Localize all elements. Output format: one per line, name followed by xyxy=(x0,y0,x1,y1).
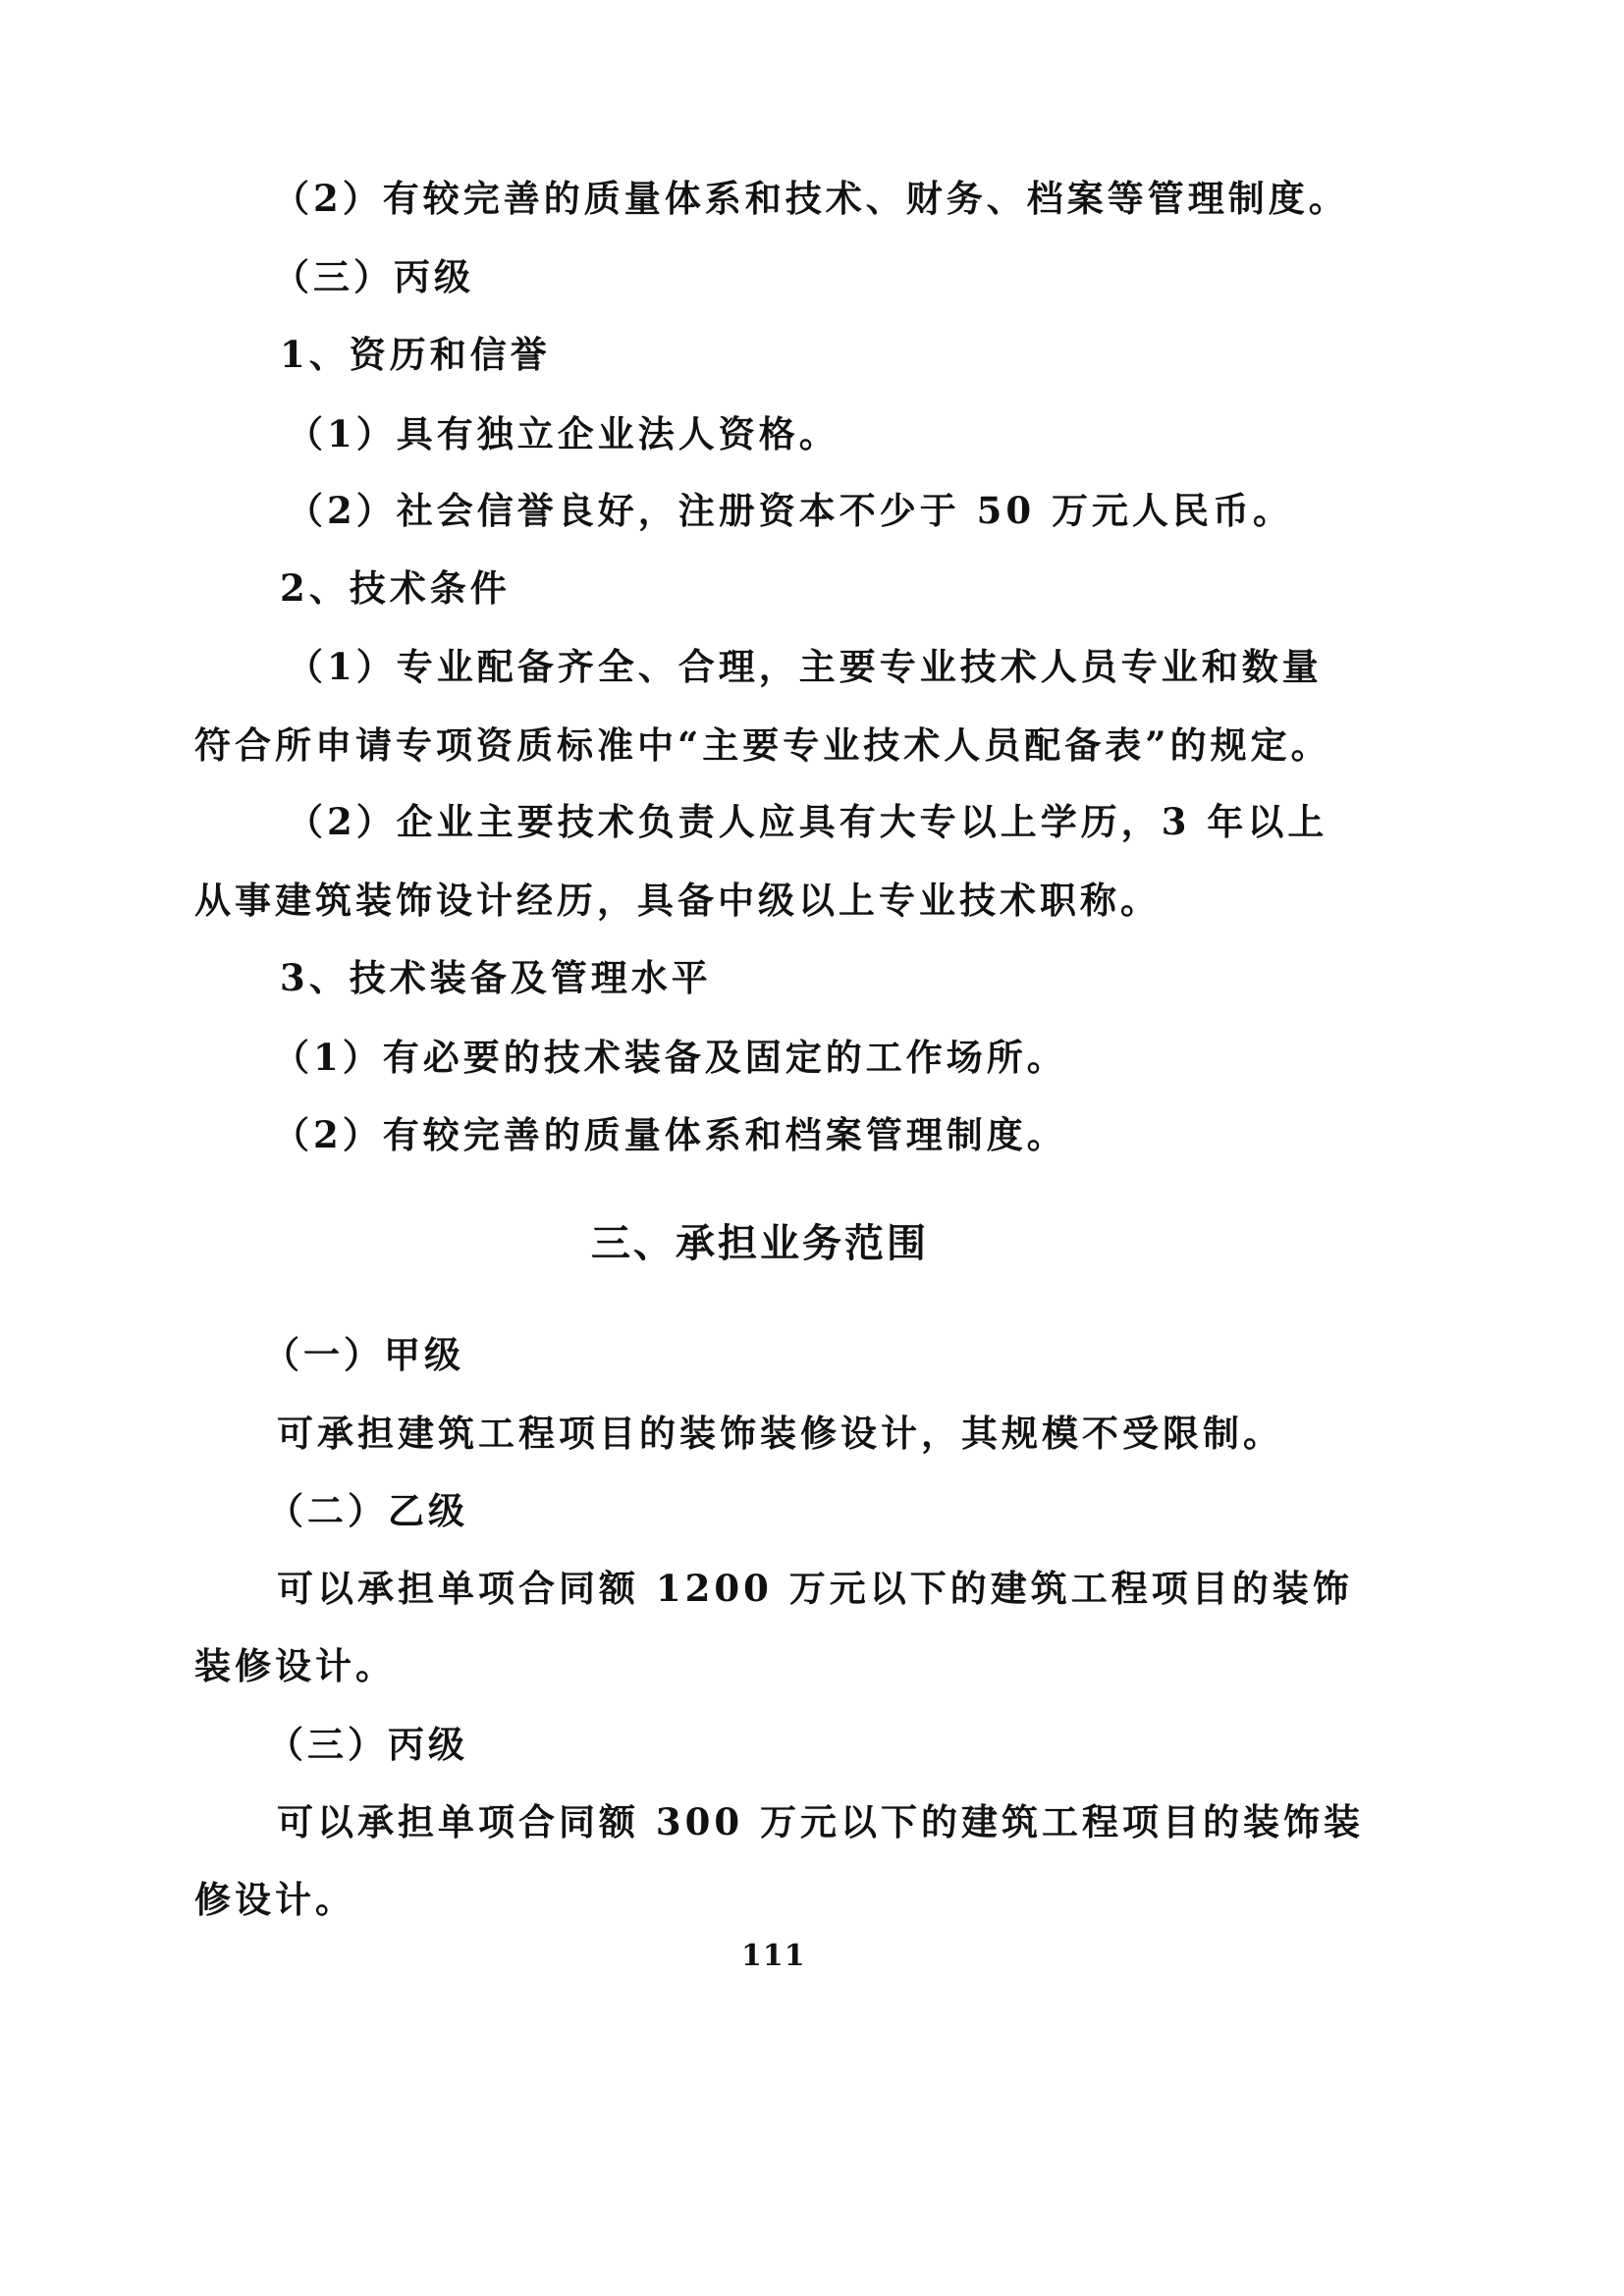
paragraph-line: （2）有较完善的质量体系和技术、财务、档案等管理制度。 xyxy=(273,177,1349,220)
item-heading: 3、技术装备及管理水平 xyxy=(280,956,712,999)
paragraph-line: 可以承担单项合同额 1200 万元以下的建筑工程项目的装饰 xyxy=(277,1567,1353,1610)
item-heading: 1、资历和信誉 xyxy=(280,333,551,376)
paragraph-line: 修设计。 xyxy=(194,1878,355,1921)
paragraph-line: （2）社会信誉良好，注册资本不少于 50 万元人民币。 xyxy=(287,489,1293,532)
paragraph-line: （2）企业主要技术负责人应具有大专以上学历，3 年以上 xyxy=(287,800,1328,843)
paragraph-line: 装修设计。 xyxy=(194,1644,396,1687)
subsection-heading: （一）甲级 xyxy=(263,1333,464,1376)
paragraph-line: 可承担建筑工程项目的装饰装修设计，其规模不受限制。 xyxy=(277,1412,1283,1455)
page-number: 111 xyxy=(741,1939,806,1973)
paragraph-line: 可以承担单项合同额 300 万元以下的建筑工程项目的装饰装 xyxy=(277,1800,1364,1843)
section-heading: 三、承担业务范围 xyxy=(591,1220,929,1266)
subsection-heading: （二）乙级 xyxy=(267,1489,468,1532)
paragraph-line: （1）有必要的技术装备及固定的工作场所。 xyxy=(273,1036,1067,1079)
paragraph-line: （1）专业配备齐全、合理，主要专业技术人员专业和数量 xyxy=(287,645,1323,688)
item-heading: 2、技术条件 xyxy=(280,566,511,610)
paragraph-line: 从事建筑装饰设计经历，具备中级以上专业技术职称。 xyxy=(194,879,1161,922)
subsection-heading: （三）丙级 xyxy=(273,255,474,298)
subsection-heading: （三）丙级 xyxy=(267,1723,468,1766)
paragraph-line: （2）有较完善的质量体系和档案管理制度。 xyxy=(273,1113,1067,1156)
paragraph-line: 符合所申请专项资质标准中“主要专业技术人员配备表”的规定。 xyxy=(194,723,1331,767)
paragraph-line: （1）具有独立企业法人资格。 xyxy=(287,412,839,455)
